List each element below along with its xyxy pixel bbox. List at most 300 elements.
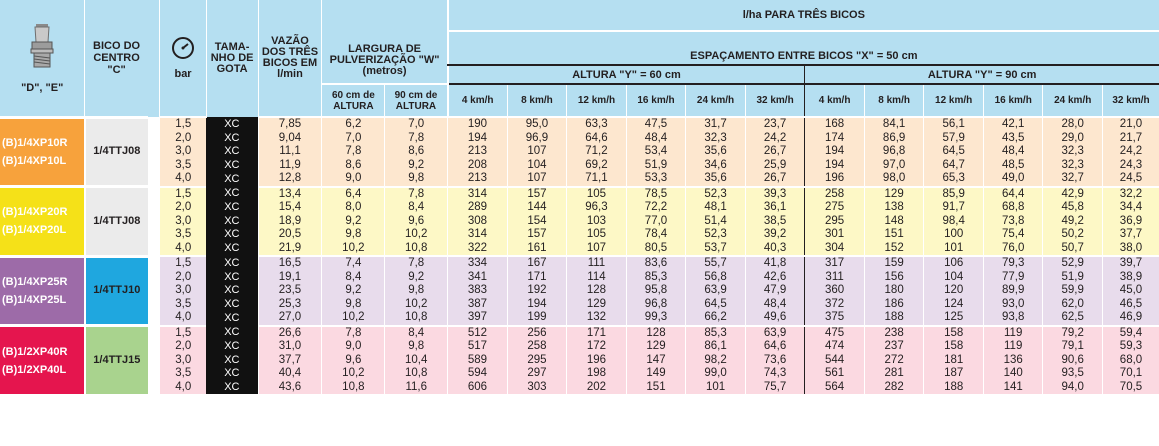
pressure-cell: 4,0 (160, 381, 206, 395)
pressure-cell: 3,5 (160, 159, 206, 173)
rate-cell: 65,3 (924, 172, 984, 187)
width-cell: 9,0 (322, 340, 385, 354)
center-tip: 1/4TTJ08 (85, 117, 148, 187)
rate-cell: 105 (567, 228, 627, 242)
rate-cell: 132 (567, 311, 627, 326)
rate-cell: 64,6 (745, 340, 805, 354)
rate-cell: 53,4 (626, 145, 686, 159)
width-cell: 10,2 (322, 242, 385, 257)
width-cell: 7,0 (385, 117, 448, 132)
pressure-cell: 1,5 (160, 256, 206, 271)
rate-cell: 372 (805, 298, 865, 312)
rate-cell: 71,1 (567, 172, 627, 187)
table-row (0, 201, 1159, 215)
droplet-size-cell: XC (206, 271, 258, 285)
nozzle-model-label: (B)1/4XP25L (2, 293, 67, 306)
rate-cell: 198 (567, 367, 627, 381)
nozzle-model-label: (B)1/2XP40L (2, 363, 67, 376)
table-row (0, 159, 1159, 173)
rate-cell: 208 (448, 159, 508, 173)
rate-cell: 77,0 (626, 215, 686, 229)
pressure-cell: 2,0 (160, 271, 206, 285)
rate-cell: 68,0 (1102, 354, 1159, 368)
rate-cell: 95,8 (626, 284, 686, 298)
width-cell: 7,8 (322, 326, 385, 341)
table-row (0, 298, 1159, 312)
rate-cell: 275 (805, 201, 865, 215)
rate-cell: 85,3 (686, 326, 746, 341)
rate-cell: 128 (626, 326, 686, 341)
rate-cell: 199 (507, 311, 567, 326)
nozzle-model-label: (B)1/4XP20R (2, 206, 68, 219)
flow-cell: 31,0 (258, 340, 322, 354)
speed-header: 8 km/h (864, 84, 924, 117)
table-row (0, 340, 1159, 354)
pressure-cell: 3,0 (160, 284, 206, 298)
table-row (0, 256, 1159, 271)
rate-cell: 52,3 (686, 228, 746, 242)
droplet-size-cell: XC (206, 187, 258, 202)
rate-cell: 94,0 (1043, 381, 1103, 395)
speed-header: 16 km/h (626, 84, 686, 117)
rate-cell: 188 (924, 381, 984, 395)
flow-cell: 19,1 (258, 271, 322, 285)
rate-cell: 62,5 (1043, 311, 1103, 326)
rate-cell: 63,9 (686, 284, 746, 298)
droplet-size-cell: XC (206, 311, 258, 326)
rate-cell: 63,3 (567, 117, 627, 132)
width-cell: 7,8 (385, 187, 448, 202)
rate-cell: 32,7 (1043, 172, 1103, 187)
rate-cell: 69,2 (567, 159, 627, 173)
rate-cell: 564 (805, 381, 865, 395)
rate-cell: 194 (448, 132, 508, 146)
table-row (0, 242, 1159, 257)
rate-cell: 70,5 (1102, 381, 1159, 395)
rate-cell: 39,7 (1102, 256, 1159, 271)
width-cell: 8,6 (322, 159, 385, 173)
rate-cell: 48,1 (686, 201, 746, 215)
rate-cell: 21,7 (1102, 132, 1159, 146)
rate-cell: 188 (864, 311, 924, 326)
table-row (0, 326, 1159, 341)
rate-cell: 42,9 (1043, 187, 1103, 202)
rate-cell: 64,4 (983, 187, 1043, 202)
nozzle-icon (27, 22, 57, 78)
rate-cell: 172 (567, 340, 627, 354)
pressure-header (160, 0, 206, 117)
rate-cell: 42,6 (745, 271, 805, 285)
rate-cell: 45,0 (1102, 284, 1159, 298)
rate-cell: 32,2 (1102, 187, 1159, 202)
width-cell: 7,8 (385, 256, 448, 271)
rate-cell: 107 (507, 145, 567, 159)
droplet-size-cell: XC (206, 172, 258, 187)
rate-cell: 91,7 (924, 201, 984, 215)
rate-cell: 32,3 (686, 132, 746, 146)
rate-cell: 59,3 (1102, 340, 1159, 354)
rate-cell: 39,2 (745, 228, 805, 242)
rate-cell: 544 (805, 354, 865, 368)
rate-cell: 341 (448, 271, 508, 285)
rate-cell: 124 (924, 298, 984, 312)
rate-cell: 138 (864, 201, 924, 215)
rate-cell: 101 (924, 242, 984, 257)
table-row (0, 172, 1159, 187)
table-row (0, 271, 1159, 285)
rate-cell: 68,8 (983, 201, 1043, 215)
rate-cell: 202 (567, 381, 627, 395)
rate-cell: 79,1 (1043, 340, 1103, 354)
rate-cell: 105 (567, 187, 627, 202)
rate-cell: 100 (924, 228, 984, 242)
rate-cell: 66,2 (686, 311, 746, 326)
width-cell: 7,8 (385, 132, 448, 146)
rate-cell: 281 (864, 367, 924, 381)
pressure-cell: 2,0 (160, 132, 206, 146)
pressure-cell: 1,5 (160, 326, 206, 341)
nozzle-model (0, 326, 85, 395)
rate-cell: 129 (626, 340, 686, 354)
rate-cell: 334 (448, 256, 508, 271)
nozzle-header-label: "D", "E" (21, 81, 64, 94)
rate-cell: 119 (983, 340, 1043, 354)
flow-cell: 18,9 (258, 215, 322, 229)
rate-cell: 387 (448, 298, 508, 312)
rate-cell: 85,9 (924, 187, 984, 202)
pressure-cell: 3,5 (160, 228, 206, 242)
table-row (0, 367, 1159, 381)
speed-header: 24 km/h (1043, 84, 1103, 117)
rate-cell: 151 (626, 381, 686, 395)
pressure-cell: 3,5 (160, 298, 206, 312)
rate-cell: 47,9 (745, 284, 805, 298)
table-row (0, 117, 1159, 132)
rate-cell: 85,3 (626, 271, 686, 285)
rate-cell: 154 (507, 215, 567, 229)
rate-cell: 375 (805, 311, 865, 326)
table-row (0, 381, 1159, 395)
droplet-size-cell: XC (206, 159, 258, 173)
rate-cell: 50,7 (1043, 242, 1103, 257)
droplet-size-cell: XC (206, 298, 258, 312)
speed-header: 12 km/h (567, 84, 627, 117)
pressure-cell: 3,0 (160, 145, 206, 159)
rate-cell: 36,9 (1102, 215, 1159, 229)
rate-cell: 99,0 (686, 367, 746, 381)
rate-cell: 192 (507, 284, 567, 298)
rate-cell: 96,9 (507, 132, 567, 146)
rate-cell: 59,4 (1102, 326, 1159, 341)
rate-cell: 24,5 (1102, 172, 1159, 187)
rate-cell: 55,7 (686, 256, 746, 271)
table-row (0, 215, 1159, 229)
flow-cell: 43,6 (258, 381, 322, 395)
rate-cell: 314 (448, 228, 508, 242)
width-cell: 7,4 (322, 256, 385, 271)
rate-cell: 79,2 (1043, 326, 1103, 341)
rate-cell: 322 (448, 242, 508, 257)
width-cell: 9,8 (322, 298, 385, 312)
droplet-size-cell: XC (206, 228, 258, 242)
droplet-size-cell: XC (206, 145, 258, 159)
width-cell: 10,2 (385, 298, 448, 312)
rate-cell: 46,9 (1102, 311, 1159, 326)
spacer (148, 256, 160, 326)
center-tip: 1/4TTJ10 (85, 256, 148, 326)
rate-cell: 297 (507, 367, 567, 381)
droplet-size-cell: XC (206, 326, 258, 341)
width-cell: 9,8 (385, 340, 448, 354)
rate-cell: 86,9 (864, 132, 924, 146)
pressure-cell: 3,0 (160, 215, 206, 229)
width-90-header: 90 cm de ALTURA (385, 84, 448, 117)
flow-cell: 15,4 (258, 201, 322, 215)
rate-cell: 26,7 (745, 145, 805, 159)
flow-cell: 7,85 (258, 117, 322, 132)
width-cell: 9,2 (322, 284, 385, 298)
rate-cell: 157 (507, 228, 567, 242)
nozzle-model-label: (B)1/4XP20L (2, 224, 67, 237)
rate-cell: 49,0 (983, 172, 1043, 187)
rate-cell: 151 (864, 228, 924, 242)
flow-cell: 40,4 (258, 367, 322, 381)
rate-cell: 38,5 (745, 215, 805, 229)
rate-cell: 96,8 (864, 145, 924, 159)
rate-cell: 589 (448, 354, 508, 368)
rate-cell: 104 (507, 159, 567, 173)
speed-header: 4 km/h (448, 84, 508, 117)
rate-cell: 181 (924, 354, 984, 368)
rate-cell: 258 (507, 340, 567, 354)
table-row (0, 354, 1159, 368)
rate-cell: 158 (924, 340, 984, 354)
rate-cell: 48,4 (745, 298, 805, 312)
droplet-size-cell: XC (206, 367, 258, 381)
rate-cell: 120 (924, 284, 984, 298)
rate-cell: 80,5 (626, 242, 686, 257)
rate-cell: 107 (567, 242, 627, 257)
width-cell: 9,6 (385, 215, 448, 229)
speed-header: 12 km/h (924, 84, 984, 117)
rate-cell: 23,7 (745, 117, 805, 132)
width-cell: 9,2 (322, 215, 385, 229)
rate-cell: 93,8 (983, 311, 1043, 326)
flow-cell: 21,9 (258, 242, 322, 257)
rate-cell: 196 (805, 172, 865, 187)
rate-cell: 512 (448, 326, 508, 341)
rate-cell: 129 (864, 187, 924, 202)
pressure-cell: 2,0 (160, 340, 206, 354)
rate-cell: 213 (448, 145, 508, 159)
width-cell: 9,8 (322, 228, 385, 242)
flow-cell: 37,7 (258, 354, 322, 368)
table-row (0, 187, 1159, 202)
table-row (0, 132, 1159, 146)
rate-cell: 51,4 (686, 215, 746, 229)
height-90-header: ALTURA "Y" = 90 cm (805, 65, 1159, 84)
rate-cell: 48,4 (626, 132, 686, 146)
spray-width-header: LARGURA DE PULVERIZAÇÃO "W" (metros) (322, 0, 448, 84)
rate-cell: 76,0 (983, 242, 1043, 257)
lha-header: l/ha PARA TRÊS BICOS (448, 0, 1159, 31)
spacer (148, 326, 160, 395)
rate-cell: 98,2 (686, 354, 746, 368)
width-cell: 10,8 (385, 311, 448, 326)
rate-cell: 52,9 (1043, 256, 1103, 271)
pressure-cell: 2,0 (160, 201, 206, 215)
rate-cell: 31,7 (686, 117, 746, 132)
rate-cell: 303 (507, 381, 567, 395)
rate-cell: 98,0 (864, 172, 924, 187)
rate-cell: 64,5 (686, 298, 746, 312)
rate-cell: 295 (507, 354, 567, 368)
rate-cell: 64,7 (924, 159, 984, 173)
rate-cell: 35,6 (686, 172, 746, 187)
rate-cell: 190 (448, 117, 508, 132)
rate-cell: 136 (983, 354, 1043, 368)
rate-cell: 49,6 (745, 311, 805, 326)
width-cell: 10,2 (322, 311, 385, 326)
rate-cell: 63,9 (745, 326, 805, 341)
nozzle-model-label: (B)1/4XP10R (2, 136, 68, 149)
rate-cell: 56,8 (686, 271, 746, 285)
rate-cell: 38,9 (1102, 271, 1159, 285)
rate-cell: 114 (567, 271, 627, 285)
rate-cell: 73,6 (745, 354, 805, 368)
spacing-header: ESPAÇAMENTO ENTRE BICOS "X" = 50 cm (448, 31, 1159, 65)
rate-cell: 141 (983, 381, 1043, 395)
rate-cell: 194 (805, 145, 865, 159)
flow-header: VAZÃO DOS TRÊS BICOS EM l/min (258, 0, 322, 117)
rate-cell: 119 (983, 326, 1043, 341)
rate-cell: 59,9 (1043, 284, 1103, 298)
table-body (0, 117, 1159, 394)
speed-header: 16 km/h (983, 84, 1043, 117)
rate-cell: 51,9 (626, 159, 686, 173)
rate-cell: 26,7 (745, 172, 805, 187)
rate-cell: 317 (805, 256, 865, 271)
rate-cell: 140 (983, 367, 1043, 381)
rate-cell: 295 (805, 215, 865, 229)
rate-cell: 48,5 (983, 159, 1043, 173)
rate-cell: 47,5 (626, 117, 686, 132)
rate-cell: 93,0 (983, 298, 1043, 312)
rate-cell: 159 (864, 256, 924, 271)
rate-cell: 161 (507, 242, 567, 257)
rate-cell: 152 (864, 242, 924, 257)
width-cell: 7,0 (322, 132, 385, 146)
rate-cell: 158 (924, 326, 984, 341)
rate-cell: 74,3 (745, 367, 805, 381)
center-tip-header: BICO DO CENTRO "C" (85, 0, 148, 117)
rate-cell: 194 (805, 159, 865, 173)
rate-cell: 517 (448, 340, 508, 354)
pressure-gauge-icon (171, 36, 195, 60)
rate-cell: 180 (864, 284, 924, 298)
rate-cell: 213 (448, 172, 508, 187)
rate-cell: 34,6 (686, 159, 746, 173)
rate-cell: 187 (924, 367, 984, 381)
rate-cell: 35,6 (686, 145, 746, 159)
rate-cell: 50,2 (1043, 228, 1103, 242)
rate-cell: 32,3 (1043, 159, 1103, 173)
rate-cell: 51,9 (1043, 271, 1103, 285)
rate-cell: 41,8 (745, 256, 805, 271)
rate-cell: 28,0 (1043, 117, 1103, 132)
rate-cell: 148 (864, 215, 924, 229)
table-row (0, 284, 1159, 298)
rate-cell: 107 (507, 172, 567, 187)
rate-cell: 360 (805, 284, 865, 298)
width-cell: 8,4 (385, 326, 448, 341)
nozzle-model-label: (B)1/4XP25R (2, 275, 68, 288)
width-cell: 9,8 (385, 172, 448, 187)
width-cell: 11,6 (385, 381, 448, 395)
rate-cell: 311 (805, 271, 865, 285)
rate-cell: 24,2 (1102, 145, 1159, 159)
rate-cell: 96,3 (567, 201, 627, 215)
rate-cell: 57,9 (924, 132, 984, 146)
rate-cell: 304 (805, 242, 865, 257)
flow-cell: 26,6 (258, 326, 322, 341)
rate-cell: 289 (448, 201, 508, 215)
droplet-size-cell: XC (206, 201, 258, 215)
speed-header: 24 km/h (686, 84, 746, 117)
nozzle-model (0, 117, 85, 187)
rate-cell: 43,5 (983, 132, 1043, 146)
width-cell: 7,8 (322, 145, 385, 159)
rate-cell: 64,6 (567, 132, 627, 146)
rate-cell: 474 (805, 340, 865, 354)
speed-header: 8 km/h (507, 84, 567, 117)
nozzle-model-label: (B)1/2XP40R (2, 345, 68, 358)
rate-cell: 32,3 (1043, 145, 1103, 159)
rate-cell: 129 (567, 298, 627, 312)
flow-cell: 16,5 (258, 256, 322, 271)
flow-cell: 27,0 (258, 311, 322, 326)
rate-cell: 48,4 (983, 145, 1043, 159)
width-cell: 8,4 (385, 201, 448, 215)
nozzle-model (0, 256, 85, 326)
rate-cell: 272 (864, 354, 924, 368)
pressure-cell: 4,0 (160, 242, 206, 257)
width-cell: 9,2 (385, 159, 448, 173)
rate-cell: 237 (864, 340, 924, 354)
pressure-cell: 4,0 (160, 311, 206, 326)
rate-cell: 258 (805, 187, 865, 202)
rate-cell: 125 (924, 311, 984, 326)
width-cell: 6,4 (322, 187, 385, 202)
nozzle-model (0, 187, 85, 257)
rate-cell: 97,0 (864, 159, 924, 173)
pressure-cell: 1,5 (160, 187, 206, 202)
rate-cell: 111 (567, 256, 627, 271)
rate-cell: 156 (864, 271, 924, 285)
rate-cell: 70,1 (1102, 367, 1159, 381)
width-cell: 8,0 (322, 201, 385, 215)
rate-cell: 238 (864, 326, 924, 341)
rate-cell: 78,5 (626, 187, 686, 202)
rate-cell: 45,8 (1043, 201, 1103, 215)
rate-cell: 167 (507, 256, 567, 271)
rate-cell: 174 (805, 132, 865, 146)
flow-cell: 20,5 (258, 228, 322, 242)
rate-cell: 56,1 (924, 117, 984, 132)
rate-cell: 383 (448, 284, 508, 298)
flow-cell: 12,8 (258, 172, 322, 187)
rate-cell: 29,0 (1043, 132, 1103, 146)
